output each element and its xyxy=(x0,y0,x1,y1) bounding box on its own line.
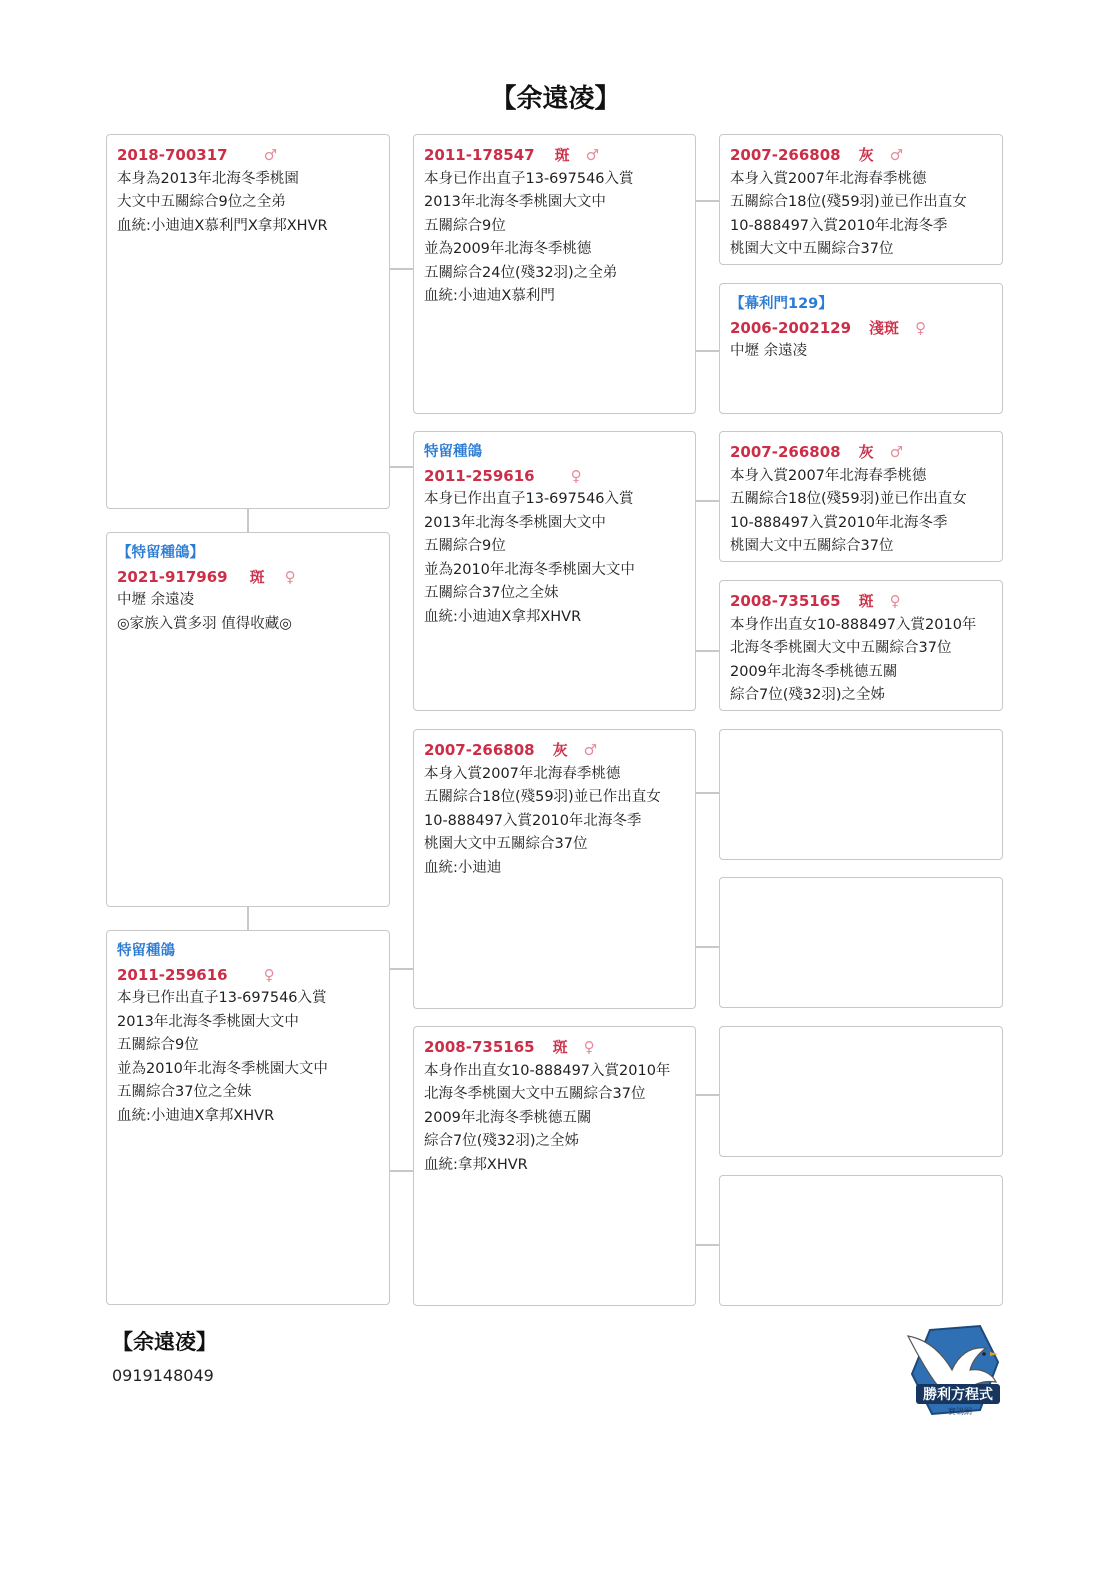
page-title: 【余遠凌】 xyxy=(490,84,621,114)
tag-label: 特留種鴿 xyxy=(424,444,482,460)
owner-name: 【余遠凌】 xyxy=(112,1330,217,1354)
granddam-maternal-card xyxy=(413,1026,696,1306)
connector xyxy=(695,1244,719,1246)
info-line: 大文中五關綜合9位之全弟 xyxy=(117,194,286,210)
ring-line xyxy=(730,317,992,341)
ancestor-card xyxy=(719,580,1003,711)
info-line: 並為2010年北海冬季桃園大文中 xyxy=(424,561,635,578)
info-line: 本身作出直女10-888497入賞2010年 xyxy=(730,616,977,633)
info-line: 10-888497入賞2010年北海冬季 xyxy=(730,217,948,234)
empty-ancestor-card xyxy=(719,1175,1003,1306)
info-line: 五關綜合18位(殘59羽)並已作出直女 xyxy=(730,491,967,507)
ring-number: 2007-266808 xyxy=(730,443,841,461)
sex-icon: ♀ xyxy=(570,466,582,485)
info-line: 2013年北海冬季桃園大文中 xyxy=(117,1013,299,1030)
info-line: 綜合7位(殘32羽)之全姊 xyxy=(424,1133,579,1149)
info-line: 2009年北海冬季桃德五關 xyxy=(424,1109,592,1126)
info-line: 中壢 余遠凌 xyxy=(730,343,808,359)
ancestor-card xyxy=(719,431,1003,562)
info-line: 五關綜合37位之全妹 xyxy=(424,585,559,601)
ring-number: 2011-259616 xyxy=(424,466,535,485)
info-line: 桃園大文中五關綜合37位 xyxy=(424,836,588,852)
info-line: 本身入賞2007年北海春季桃德 xyxy=(730,467,927,484)
connector xyxy=(695,650,719,652)
sire-card xyxy=(106,134,390,509)
feather-color: 灰 xyxy=(552,741,568,759)
tag-label: 特留種鴿 xyxy=(117,943,175,959)
feather-color: 淺斑 xyxy=(869,318,900,337)
sex-icon: ♂ xyxy=(263,146,278,164)
dam-card xyxy=(106,930,390,1305)
logo-text: 勝利方程式 xyxy=(923,1387,993,1403)
info-line: 並為2009年北海冬季桃德 xyxy=(424,241,592,257)
info-line: 血統:小迪迪 xyxy=(424,859,502,876)
grandsire-paternal-card xyxy=(413,134,696,414)
ring-line xyxy=(730,441,992,465)
grandsire-maternal-card xyxy=(413,729,696,1009)
connector xyxy=(247,508,249,533)
info-line: 五關綜合9位 xyxy=(117,1037,199,1053)
ancestor-card xyxy=(719,283,1003,414)
connector xyxy=(695,792,719,794)
ring-line xyxy=(424,1036,685,1060)
ring-line xyxy=(730,144,992,168)
ring-line xyxy=(117,144,379,168)
ring-number: 2008-735165 xyxy=(424,1038,535,1056)
subject-card xyxy=(106,532,390,907)
info-line: 血統:拿邦XHVR xyxy=(424,1156,528,1173)
info-line: 桃園大文中五關綜合37位 xyxy=(730,538,894,554)
info-line: 血統:小迪迪X慕利門X拿邦XHVR xyxy=(117,217,328,234)
ring-line xyxy=(424,144,685,168)
connector xyxy=(389,466,413,468)
info-line: 本身入賞2007年北海春季桃德 xyxy=(424,765,621,782)
ring-line xyxy=(730,590,992,614)
info-line: 血統:小迪迪X拿邦XHVR xyxy=(117,1107,275,1124)
feather-color: 斑 xyxy=(249,567,265,586)
ring-line xyxy=(117,964,379,988)
tag-label: 【特留種鴿】 xyxy=(117,545,204,561)
sex-icon: ♀ xyxy=(889,592,901,610)
connector xyxy=(695,500,719,502)
info-line: 五關綜合18位(殘59羽)並已作出直女 xyxy=(424,789,661,805)
ring-number: 2008-735165 xyxy=(730,592,841,610)
info-line: 五關綜合18位(殘59羽)並已作出直女 xyxy=(730,194,967,210)
owner-phone: 0919148049 xyxy=(112,1366,214,1385)
sex-icon: ♂ xyxy=(583,741,598,759)
sex-icon: ♀ xyxy=(915,318,927,337)
ring-number: 2011-178547 xyxy=(424,146,535,164)
granddam-paternal-card xyxy=(413,431,696,711)
info-line: 綜合7位(殘32羽)之全姊 xyxy=(730,687,885,703)
info-line: 本身已作出直子13-697546入賞 xyxy=(424,170,634,187)
connector xyxy=(389,268,413,270)
feather-color: 灰 xyxy=(858,443,874,461)
tag-label: 【幕利門129】 xyxy=(730,296,833,312)
ring-line xyxy=(117,566,379,590)
pigeon-shield-logo xyxy=(900,1322,1010,1422)
info-line: 五關綜合9位 xyxy=(424,217,506,234)
info-line: 2013年北海冬季桃園大文中 xyxy=(424,514,606,531)
info-line: 血統:小迪迪X慕利門 xyxy=(424,288,555,304)
feather-color: 灰 xyxy=(858,146,874,164)
feather-color: 斑 xyxy=(554,146,570,164)
info-line: 本身已作出直子13-697546入賞 xyxy=(424,491,634,507)
info-line: 北海冬季桃園大文中五關綜合37位 xyxy=(730,640,952,656)
sex-icon: ♂ xyxy=(585,146,600,164)
ancestor-card xyxy=(719,134,1003,265)
info-line: 2013年北海冬季桃園大文中 xyxy=(424,194,606,210)
ring-number: 2007-266808 xyxy=(424,741,535,759)
connector xyxy=(695,200,719,202)
sex-icon: ♂ xyxy=(889,146,904,164)
connector xyxy=(389,1170,413,1172)
ring-number: 2018-700317 xyxy=(117,146,228,164)
empty-ancestor-card xyxy=(719,729,1003,860)
info-line: 本身為2013年北海冬季桃園 xyxy=(117,170,299,187)
info-line: 五關綜合9位 xyxy=(424,538,506,554)
info-line: 中壢 余遠凌 xyxy=(117,592,195,608)
info-line: 10-888497入賞2010年北海冬季 xyxy=(424,812,642,829)
info-line: 並為2010年北海冬季桃園大文中 xyxy=(117,1060,328,1077)
ring-line xyxy=(424,739,685,763)
ring-number: 2011-259616 xyxy=(117,965,228,984)
info-line: ◎家族入賞多羽 值得收藏◎ xyxy=(117,615,292,632)
pigeon-shield-icon xyxy=(900,1322,1010,1422)
info-line: 北海冬季桃園大文中五關綜合37位 xyxy=(424,1086,646,1102)
sex-icon: ♀ xyxy=(583,1038,595,1056)
info-line: 本身已作出直子13-697546入賞 xyxy=(117,990,327,1006)
logo-subtext: 賽鴿網 xyxy=(948,1407,972,1416)
empty-ancestor-card xyxy=(719,1026,1003,1157)
connector xyxy=(389,968,413,970)
info-line: 五關綜合37位之全妹 xyxy=(117,1084,252,1100)
info-line: 10-888497入賞2010年北海冬季 xyxy=(730,514,948,531)
sex-icon: ♀ xyxy=(263,965,275,984)
info-line: 桃園大文中五關綜合37位 xyxy=(730,241,894,257)
ring-number: 2006-2002129 xyxy=(730,318,852,337)
info-line: 五關綜合24位(殘32羽)之全弟 xyxy=(424,264,618,281)
connector xyxy=(695,946,719,948)
feather-color: 斑 xyxy=(858,592,874,610)
sex-icon: ♀ xyxy=(284,567,296,586)
info-line: 本身入賞2007年北海春季桃德 xyxy=(730,170,927,187)
info-line: 2009年北海冬季桃德五關 xyxy=(730,663,898,680)
feather-color: 斑 xyxy=(552,1038,568,1056)
connector xyxy=(695,1094,719,1096)
sex-icon: ♂ xyxy=(889,443,904,461)
connector xyxy=(695,350,719,352)
ring-number: 2021-917969 xyxy=(117,567,228,586)
info-line: 血統:小迪迪X拿邦XHVR xyxy=(424,608,582,625)
connector xyxy=(247,906,249,931)
empty-ancestor-card xyxy=(719,877,1003,1008)
ring-number: 2007-266808 xyxy=(730,146,841,164)
info-line: 本身作出直女10-888497入賞2010年 xyxy=(424,1062,671,1079)
ring-line xyxy=(424,465,685,489)
